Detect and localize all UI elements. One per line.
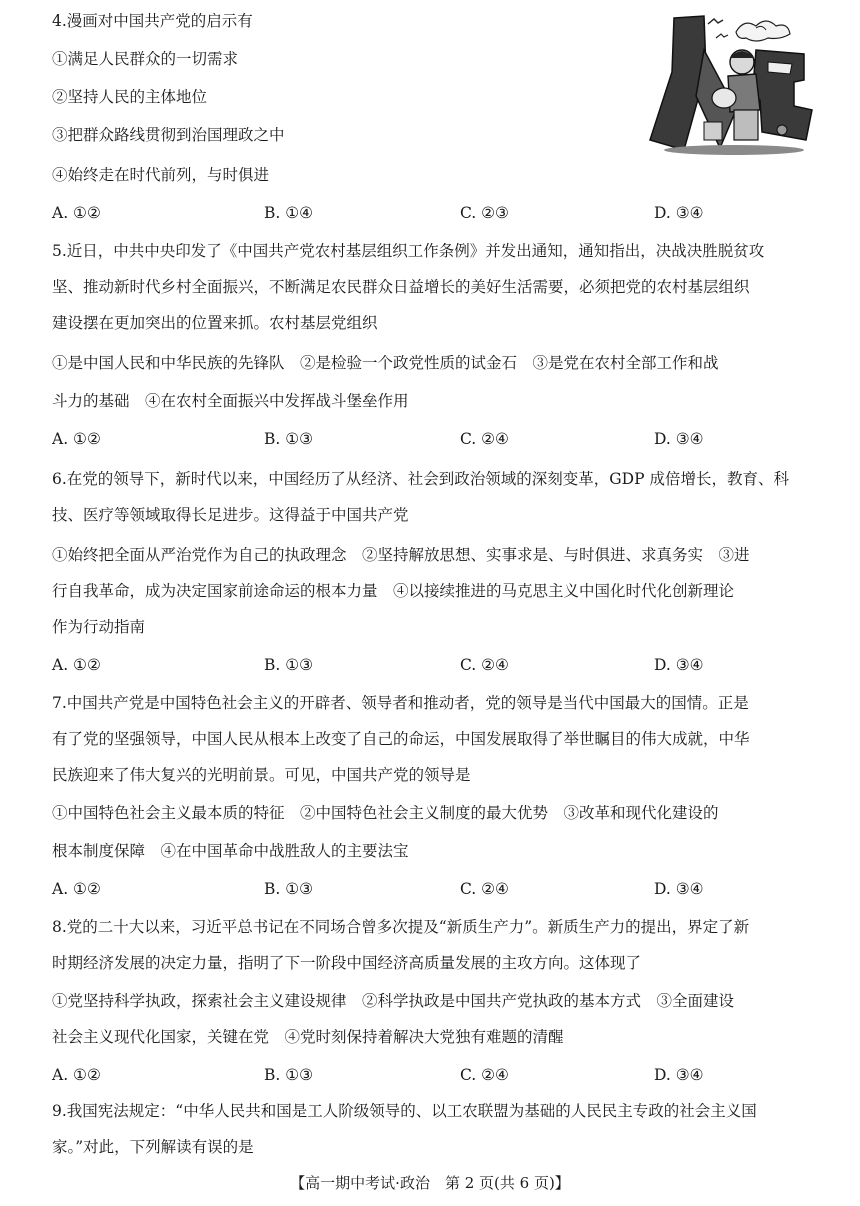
question-6-line: 技、医疗等领域取得长足进步。这得益于中国共产党: [52, 506, 409, 524]
question-6-line: ①始终把全面从严治党作为自己的执政理念 ②坚持解放思想、实事求是、与时俱进、求真务实 ③进: [52, 546, 750, 564]
option-c[interactable]: C. ②④: [460, 656, 509, 674]
question-5-line: 5.近日，中共中央印发了《中国共产党农村基层组织工作条例》并发出通知，通知指出，决战决胜脱贫攻: [52, 242, 765, 260]
question-8-options: [52, 1064, 828, 1086]
question-6-line: 作为行动指南: [52, 618, 146, 636]
question-5-line: 斗力的基础 ④在农村全面振兴中发挥战斗堡垒作用: [52, 392, 409, 410]
option-d[interactable]: D. ③④: [654, 1066, 704, 1084]
question-6-line: 6.在党的领导下，新时代以来，中国经历了从经济、社会到政治领域的深刻变革，GDP 成倍增长，教育、科: [52, 470, 789, 488]
page-footer: 【高一期中考试·政治 第 2 页(共 6 页)】: [290, 1174, 570, 1192]
option-d[interactable]: D. ③④: [654, 656, 704, 674]
question-9-line: 家。”对此，下列解读有误的是: [52, 1138, 254, 1156]
option-a[interactable]: A. ①②: [52, 656, 101, 674]
option-a[interactable]: A. ①②: [52, 1066, 101, 1084]
question-4-options: [52, 202, 828, 224]
question-7-line: 7.中国共产党是中国特色社会主义的开辟者、领导者和推动者，党的领导是当代中国最大的国情。正是: [52, 694, 749, 712]
question-4-item-3: ③把群众路线贯彻到治国理政之中: [52, 126, 285, 144]
question-4-item-2: ②坚持人民的主体地位: [52, 88, 208, 106]
option-a[interactable]: A. ①②: [52, 204, 101, 222]
cartoon-illustration: [644, 10, 816, 158]
option-d[interactable]: D. ③④: [654, 430, 704, 448]
question-8-line: 社会主义现代化国家，关键在党 ④党时刻保持着解决大党独有难题的清醒: [52, 1028, 564, 1046]
question-5-line: 建设摆在更加突出的位置来抓。农村基层党组织: [52, 314, 378, 332]
question-4-item-4: ④始终走在时代前列，与时俱进: [52, 166, 270, 184]
question-4-item-1: ①满足人民群众的一切需求: [52, 50, 239, 68]
question-8-line: ①党坚持科学执政，探索社会主义建设规律 ②科学执政是中国共产党执政的基本方式 ③全面建设: [52, 992, 735, 1010]
option-c[interactable]: C. ②④: [460, 430, 509, 448]
option-b[interactable]: B. ①③: [264, 1066, 314, 1084]
question-7-line: 根本制度保障 ④在中国革命中战胜敌人的主要法宝: [52, 842, 409, 860]
option-d[interactable]: D. ③④: [654, 204, 704, 222]
question-7-line: 民族迎来了伟大复兴的光明前景。可见，中国共产党的领导是: [52, 766, 471, 784]
question-5-options: [52, 428, 828, 450]
option-c[interactable]: C. ②③: [460, 204, 509, 222]
question-6-options: [52, 654, 828, 676]
option-d[interactable]: D. ③④: [654, 880, 704, 898]
option-b[interactable]: B. ①③: [264, 430, 314, 448]
option-c[interactable]: C. ②④: [460, 880, 509, 898]
option-c[interactable]: C. ②④: [460, 1066, 509, 1084]
option-b[interactable]: B. ①③: [264, 880, 314, 898]
question-7-line: ①中国特色社会主义最本质的特征 ②中国特色社会主义制度的最大优势 ③改革和现代化建设的: [52, 804, 719, 822]
question-4-stem: 4.漫画对中国共产党的启示有: [52, 12, 253, 30]
question-7-line: 有了党的坚强领导，中国人民从根本上改变了自己的命运，中国发展取得了举世瞩目的伟大成就，中华: [52, 730, 750, 748]
question-8-line: 时期经济发展的决定力量，指明了下一阶段中国经济高质量发展的主攻方向。这体现了: [52, 954, 642, 972]
question-7-options: [52, 878, 828, 900]
question-5-line: 坚、推动新时代乡村全面振兴，不断满足农民群众日益增长的美好生活需要，必须把党的农村基层组织: [52, 278, 750, 296]
question-6-line: 行自我革命，成为决定国家前途命运的根本力量 ④以接续推进的马克思主义中国化时代化创新理论: [52, 582, 735, 600]
option-b[interactable]: B. ①③: [264, 656, 314, 674]
option-a[interactable]: A. ①②: [52, 430, 101, 448]
question-8-line: 8.党的二十大以来，习近平总书记在不同场合曾多次提及“新质生产力”。新质生产力的提出，界定了新: [52, 918, 750, 936]
option-b[interactable]: B. ①④: [264, 204, 314, 222]
question-9-line: 9.我国宪法规定：“中华人民共和国是工人阶级领导的、以工农联盟为基础的人民民主专政的社会主义国: [52, 1102, 757, 1120]
question-5-line: ①是中国人民和中华民族的先锋队 ②是检验一个政党性质的试金石 ③是党在农村全部工作和战: [52, 354, 719, 372]
option-a[interactable]: A. ①②: [52, 880, 101, 898]
